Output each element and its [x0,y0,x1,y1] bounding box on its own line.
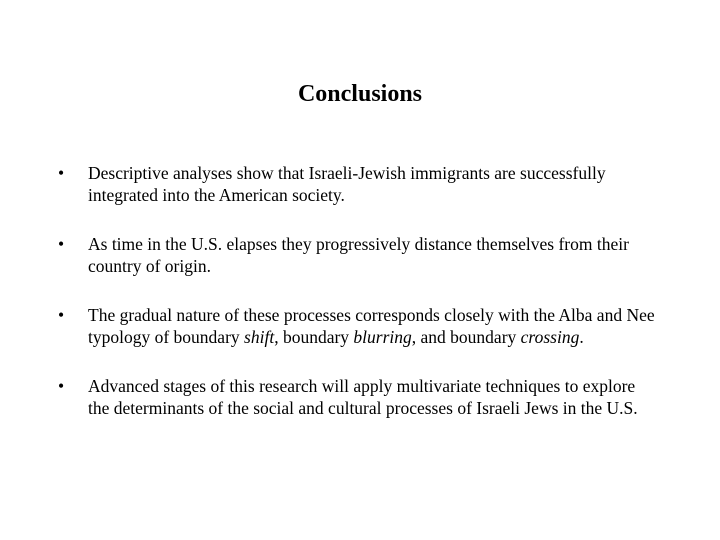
bullet-marker: • [58,305,65,325]
italic-term-shift: shift [244,327,275,347]
bullet-item [58,233,658,277]
bullet-item [58,304,658,348]
bullet-item [58,162,658,206]
bullet-text [88,305,655,347]
bullet-marker: • [58,163,65,183]
bullet-text [88,234,629,276]
bullet-marker: • [58,376,65,396]
text-segment: Advanced stages of this research will apply multivariate techniques to explore the determinants of the social and cultural processes of Israeli Jews in the U.S. [88,376,638,418]
text-segment: Descriptive analyses show that Israeli-Jewish immigrants are successfully integrated into the American society. [88,163,606,205]
slide-title: Conclusions [297,81,423,107]
text-segment: The gradual nature of these processes corresponds closely with the Alba and Nee typology of boundary [88,305,655,347]
bullet-text [88,376,638,418]
italic-term-blurring: blurring [353,327,412,347]
text-segment: , boundary [274,327,354,347]
text-segment: As time in the U.S. elapses they progressively distance themselves from their country of origin. [88,234,629,276]
italic-term-crossing: crossing [520,327,580,347]
text-segment: . [579,327,584,347]
bullet-marker: • [58,234,65,254]
bullet-item [58,375,658,419]
bullet-list [58,162,658,446]
bullet-text [88,163,606,205]
text-segment: , and boundary [411,327,521,347]
